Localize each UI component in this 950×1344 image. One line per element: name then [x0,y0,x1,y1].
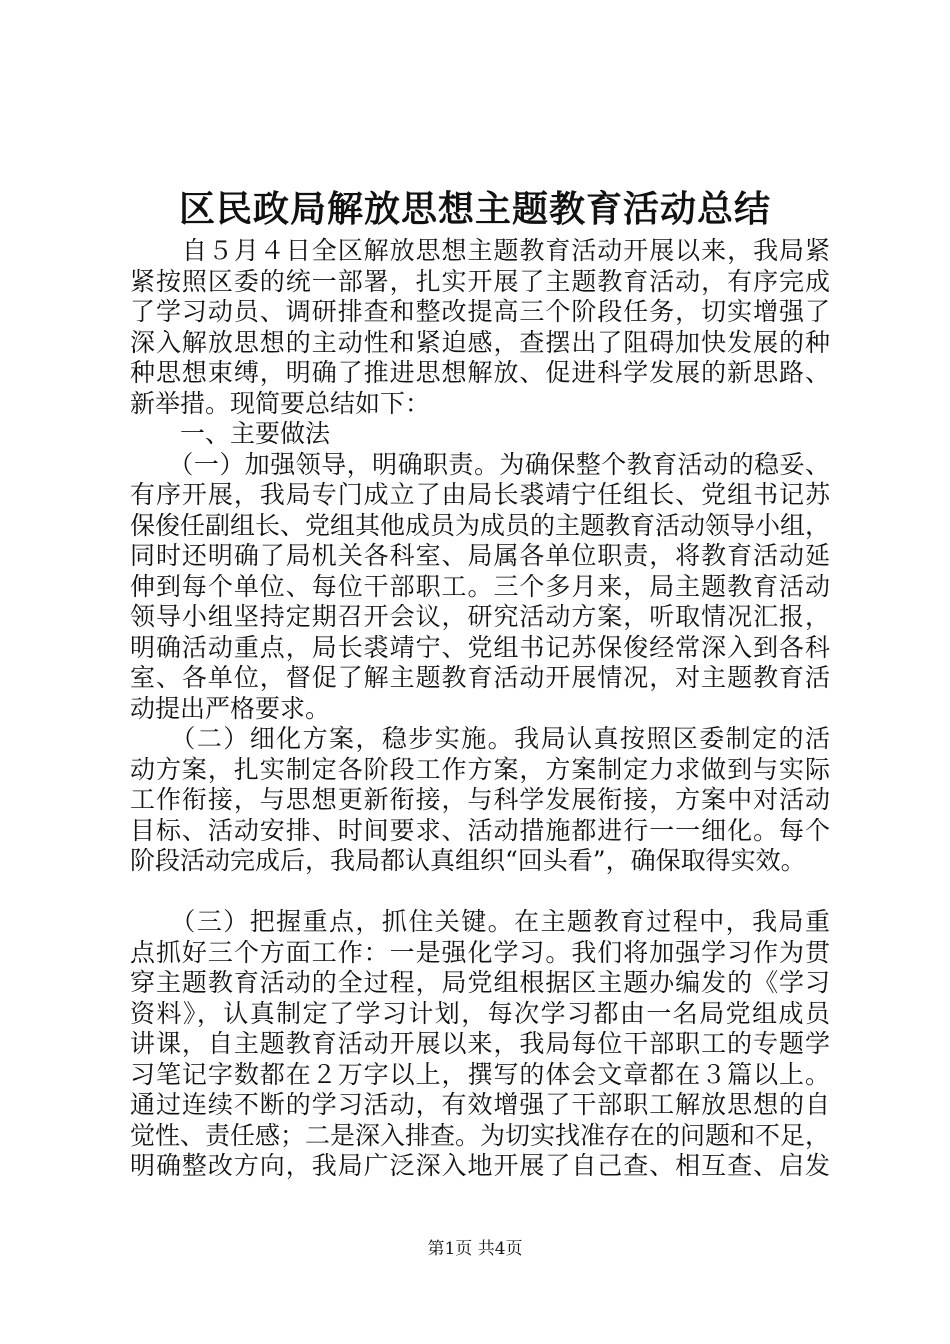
body-line: 新举措。现简要总结如下： [130,388,431,418]
body-line: 目标、活动安排、时间要求、活动措施都进行一一细化。每个 [130,815,830,845]
body-line: 自５月４日全区解放思想主题教育活动开展以来，我局紧 [130,236,830,265]
body-line: 觉性、责任感；二是深入排查。为切实找准存在的问题和不足， [130,1120,831,1150]
body-line: 伸到每个单位、每位干部职工。三个多月来，局主题教育活动 [130,571,830,601]
body-line: （一）加强领导，明确职责。为确保整个教育活动的稳妥、 [130,449,830,479]
body-line: 点抓好三个方面工作：一是强化学习。我们将加强学习作为贯 [130,937,830,967]
body-line: 室、各单位，督促了解主题教育活动开展情况，对主题教育活 [130,663,830,692]
document-title: 区民政局解放思想主题教育活动总结 [178,188,771,230]
body-line: 深入解放思想的主动性和紧迫感，查摆出了阻碍加快发展的种 [130,327,830,357]
body-line: 工作衔接，与思想更新衔接，与科学发展衔接，方案中对活动 [130,785,830,814]
body-line: 动提出严格要求。 [130,693,331,723]
body-line: （三）把握重点，抓住关键。在主题教育过程中，我局重 [130,907,830,936]
body-line: 阶段活动完成后，我局都认真组织“回头看”，确保取得实效。 [130,846,806,875]
body-line: 有序开展，我局专门成立了由局长裘靖宁任组长、党组书记苏 [130,480,830,509]
body-line: （二）细化方案，稳步实施。我局认真按照区委制定的活 [130,724,830,753]
body-line: 保俊任副组长、党组其他成员为成员的主题教育活动领导小组， [130,510,831,540]
body-line: 穿主题教育活动的全过程，局党组根据区主题办编发的《学习 [130,968,830,997]
body-line: 种思想束缚，明确了推进思想解放、促进科学发展的新思路、 [130,358,830,387]
body-line: 一、主要做法 [130,419,331,448]
body-line: 动方案，扎实制定各阶段工作方案，方案制定力求做到与实际 [130,754,830,784]
body-line: 通过连续不断的学习活动，有效增强了干部职工解放思想的自 [130,1090,830,1119]
body-line: 资料》，认真制定了学习计划，每次学习都由一名局党组成员 [130,998,830,1028]
body-line: 同时还明确了局机关各科室、局属各单位职责，将教育活动延 [130,541,830,570]
document-body [130,236,830,1182]
body-line: 领导小组坚持定期召开会议，研究活动方案，听取情况汇报， [130,602,830,631]
blank-line [130,877,830,908]
body-line: 明确活动重点，局长裘靖宁、党组书记苏保俊经常深入到各科 [130,632,830,662]
body-line: 习笔记字数都在２万字以上，撰写的体会文章都在３篇以上。 [130,1059,830,1089]
body-line: 明确整改方向，我局广泛深入地开展了自己查、相互查、启发 [130,1151,830,1180]
body-line: 讲课，自主题教育活动开展以来，我局每位干部职工的专题学 [130,1029,830,1058]
body-line: 紧按照区委的统一部署，扎实开展了主题教育活动，有序完成 [130,266,830,296]
page-footer: 第1页 共4页 [427,1239,523,1259]
body-line: 了学习动员、调研排查和整改提高三个阶段任务，切实增强了 [130,297,830,326]
